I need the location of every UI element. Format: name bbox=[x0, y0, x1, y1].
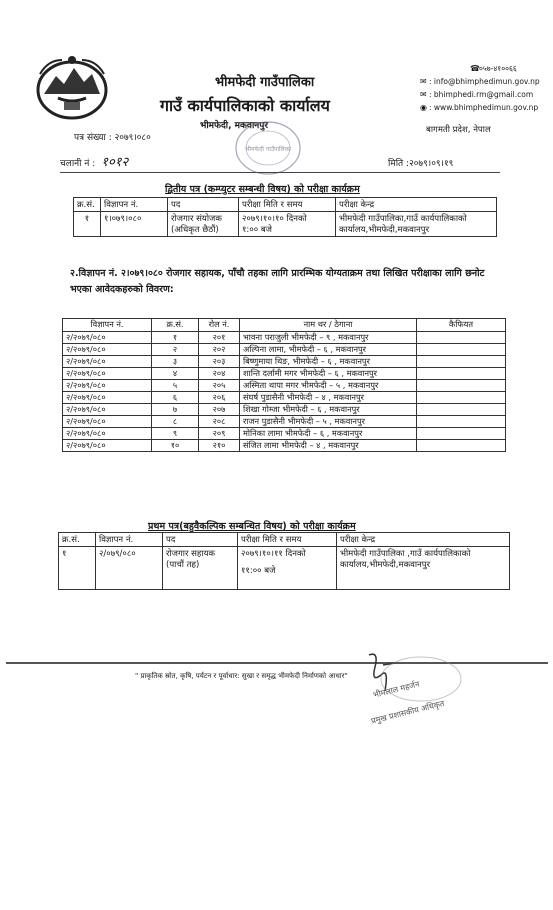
date-text: मिति :२०७९।०९।१९ bbox=[388, 159, 454, 169]
officer-name: भीमलाल महर्जन bbox=[372, 679, 421, 700]
post-line2: (अधिकृत छैठौं) bbox=[171, 225, 219, 235]
cell-roll: २०६ bbox=[199, 392, 240, 404]
cell-name: मोनिका लामा भीमफेदी – ६ , मकवानपुर bbox=[240, 428, 417, 440]
nepal-emblem-icon bbox=[34, 54, 110, 120]
cell-ad: १।०७९।०८० bbox=[101, 212, 168, 237]
cell-remark bbox=[417, 440, 506, 452]
cell-roll: २१० bbox=[199, 440, 240, 452]
col-ad: विज्ञापन नं. bbox=[101, 198, 168, 212]
cell-date bbox=[238, 547, 337, 590]
cell-ad: २/२०७९/०८० bbox=[63, 368, 152, 380]
patra-sankhya: पत्र संख्या : २०७९।०८० bbox=[74, 133, 151, 143]
section1-table bbox=[73, 197, 497, 237]
cell-ad: २/२०७९/०८० bbox=[63, 416, 152, 428]
section3-table bbox=[58, 532, 510, 590]
center-line1: भीमफेदी गाउँपालिका,गाउँ कार्यपालिकाको bbox=[339, 214, 467, 224]
cell-sn: १ bbox=[152, 332, 199, 344]
cell-roll: २०३ bbox=[199, 356, 240, 368]
table-row bbox=[63, 440, 506, 452]
cell-roll: २०७ bbox=[199, 404, 240, 416]
phone-number: ०५७-४१००६६ bbox=[479, 64, 517, 73]
email-2[interactable]: bhimphedi.rm@gmail.com bbox=[433, 90, 534, 99]
cell-sn: १ bbox=[59, 547, 96, 590]
cell-roll: २०१ bbox=[199, 332, 240, 344]
col-date: परीक्षा मिति र समय bbox=[239, 198, 336, 212]
cell-sn: २ bbox=[152, 344, 199, 356]
cell-sn: ८ bbox=[152, 416, 199, 428]
section3-title: प्रथम पत्र(बहुवैकल्पिक सम्बन्धित विषय) को परीक्षा कार्यक्रम bbox=[148, 521, 356, 532]
svg-text:भीमफेदी गाउँपालिका: भीमफेदी गाउँपालिका bbox=[245, 146, 291, 153]
table-header-row bbox=[59, 533, 510, 547]
cell-sn: ३ bbox=[152, 356, 199, 368]
table-row bbox=[63, 356, 506, 368]
table-row bbox=[59, 547, 510, 590]
cell-roll: २०९ bbox=[199, 428, 240, 440]
date-line2: १:०० बजे bbox=[242, 225, 272, 235]
cell-remark bbox=[417, 428, 506, 440]
officer-title: प्रमुख प्रशासकीय अधिकृत bbox=[370, 698, 446, 726]
table-row bbox=[63, 428, 506, 440]
cell-roll: २०२ bbox=[199, 344, 240, 356]
applicants-table bbox=[62, 318, 506, 452]
cell-sn: ६ bbox=[152, 392, 199, 404]
col-sn: क्र.सं. bbox=[59, 533, 96, 547]
cell-ad: २/२०७९/०८० bbox=[63, 392, 152, 404]
cell-remark bbox=[417, 344, 506, 356]
cell-ad: २/२०७९/०८० bbox=[63, 428, 152, 440]
cell-remark bbox=[417, 416, 506, 428]
cell-ad: २/२०७९/०८० bbox=[63, 404, 152, 416]
cell-name: राजन पुडासैनी भीमफेदी – ५ , मकवानपुर bbox=[240, 416, 417, 428]
cell-remark bbox=[417, 392, 506, 404]
contact-block: ☎०५७-४१००६६ ✉ : info@bhimphedimun.gov.np ✉ : bhimphedi.rm@gmail.com ◉ : www.bhimphedimun.gov.np bbox=[420, 64, 540, 112]
office-stamp bbox=[232, 118, 304, 178]
cell-ad: २/२०७९/०८० bbox=[63, 332, 152, 344]
municipality-name: भीमफेदी गाउँपालिका bbox=[215, 75, 315, 90]
table-row bbox=[63, 332, 506, 344]
cell-post bbox=[163, 547, 238, 590]
cell-remark bbox=[417, 356, 506, 368]
table-row bbox=[63, 404, 506, 416]
cell-roll: २०८ bbox=[199, 416, 240, 428]
cell-sn: १० bbox=[152, 440, 199, 452]
cell-post bbox=[168, 212, 239, 237]
table-row bbox=[63, 344, 506, 356]
col-sn: क्र.सं. bbox=[74, 198, 101, 212]
cell-name: शान्ति दर्लामी मगर भीमफेदी – ६ , मकवानपुर bbox=[240, 368, 417, 380]
date-line1: २०७९।१०।१० दिनको bbox=[242, 214, 307, 224]
col-post: पद bbox=[163, 533, 238, 547]
col-ad: विज्ञापन नं. bbox=[96, 533, 163, 547]
email-1[interactable]: info@bhimphedimun.gov.np bbox=[433, 77, 540, 86]
chalani-label: चलानी नं : bbox=[60, 159, 96, 169]
cell-name: संघर्ष पुडासैनी भीमफेदी – ४ , मकवानपुर bbox=[240, 392, 417, 404]
col-roll: रोल नं. bbox=[199, 319, 240, 332]
center-line2: कार्यालय,भीमफेदी,मकवानपुर bbox=[339, 225, 430, 235]
col-center: परीक्षा केन्द्र bbox=[336, 198, 497, 212]
cell-remark bbox=[417, 404, 506, 416]
cell-ad: २/२०७९/०८० bbox=[63, 440, 152, 452]
email-icon: ✉ bbox=[420, 90, 427, 99]
cell-sn: ७ bbox=[152, 404, 199, 416]
cell-center bbox=[336, 212, 497, 237]
table-row bbox=[63, 416, 506, 428]
section1-title: द्वितीय पत्र (कम्प्युटर सम्बन्धी विषय) को परीक्षा कार्यक्रम bbox=[165, 184, 360, 195]
cell-sn: ९ bbox=[152, 428, 199, 440]
col-date: परीक्षा मिति र समय bbox=[238, 533, 337, 547]
col-center: परीक्षा केन्द्र bbox=[337, 533, 510, 547]
col-name: नाम थर / ठेगाना bbox=[240, 319, 417, 332]
post-line1: रोजगार संयोजक bbox=[171, 214, 222, 224]
post-line1: रोजगार सहायक bbox=[166, 549, 216, 559]
phone-icon: ☎ bbox=[470, 64, 480, 73]
cell-ad: २/२०७९/०८० bbox=[63, 344, 152, 356]
website-link[interactable]: www.bhimphedimun.gov.np bbox=[433, 103, 539, 112]
col-sn: क्र.सं. bbox=[152, 319, 199, 332]
chalani-value: १०१२ bbox=[101, 155, 129, 170]
post-line2: (पाचौं तह) bbox=[166, 560, 200, 570]
footer-motto: " प्राकृतिक स्रोत, कृषि, पर्यटन र पूर्वाधार: सुखा र समृद्ध भीमफेदी निर्माणको आधार" bbox=[135, 672, 348, 680]
table-header-row bbox=[63, 319, 506, 332]
cell-sn: ४ bbox=[152, 368, 199, 380]
col-ad: विज्ञापन नं. bbox=[63, 319, 152, 332]
footer-divider bbox=[6, 662, 548, 664]
cell-roll: २०५ bbox=[199, 380, 240, 392]
cell-ad: २/०७९/०८० bbox=[96, 547, 163, 590]
center-line2: कार्यालय,भीमफेदी,मकवानपुर bbox=[340, 560, 431, 570]
cell-name: शिखा गोम्जा भीमफेदी – ६ , मकवानपुर bbox=[240, 404, 417, 416]
applicant-rows bbox=[63, 332, 506, 452]
cell-name: भावना पराजुली भीमफेदी – ९ , मकवानपुर bbox=[240, 332, 417, 344]
cell-center bbox=[337, 547, 510, 590]
globe-icon: ◉ bbox=[420, 103, 427, 112]
cell-roll: २०४ bbox=[199, 368, 240, 380]
table-row bbox=[63, 368, 506, 380]
section2-title: २.विज्ञापन नं. २।०७९।०८० रोजगार सहायक, पाँचौ तहका लागि प्रारम्भिक योग्यताक्रम तथा लिखित परीक्षाका लागि छनोट भएका आवेदकहरुको विवरण: bbox=[70, 268, 485, 295]
header-divider bbox=[60, 172, 500, 173]
email-icon: ✉ bbox=[420, 77, 427, 86]
province-text: बागमती प्रदेश, नेपाल bbox=[426, 125, 491, 135]
cell-ad: २/२०७९/०८० bbox=[63, 356, 152, 368]
office-address: भीमफेदी, मकवानपुर bbox=[200, 121, 269, 131]
cell-sn: ५ bbox=[152, 380, 199, 392]
cell-name: अस्मिता थापा मगर भीमफेदी – ५ , मकवानपुर bbox=[240, 380, 417, 392]
cell-ad: २/२०७९/०८० bbox=[63, 380, 152, 392]
cell-date bbox=[239, 212, 336, 237]
cell-name: संजित लामा भीमफेदी – ४ , मकवानपुर bbox=[240, 440, 417, 452]
office-name: गाउँ कार्यपालिकाको कार्यालय bbox=[160, 96, 330, 115]
date-line2: ११:०० बजे bbox=[241, 566, 276, 576]
table-row bbox=[74, 212, 497, 237]
cell-remark bbox=[417, 368, 506, 380]
table-row bbox=[63, 392, 506, 404]
cell-remark bbox=[417, 380, 506, 392]
cell-name: बिष्णुमाया थिङ, भीमफेदी – ६ , मकवानपुर bbox=[240, 356, 417, 368]
cell-name: अल्पिना लामा, भीमफेदी – ६ , मकवानपुर bbox=[240, 344, 417, 356]
col-remark: कैफियत bbox=[417, 319, 506, 332]
date-line1: २०७९।१०।११ दिनको bbox=[241, 549, 306, 559]
cell-remark bbox=[417, 332, 506, 344]
col-post: पद bbox=[168, 198, 239, 212]
table-row bbox=[63, 380, 506, 392]
table-header-row bbox=[74, 198, 497, 212]
chalani-number bbox=[60, 152, 128, 170]
center-line1: भीमफेदी गाउँपालिका ,गाउँ कार्यपालिकाको bbox=[340, 549, 471, 559]
cell-sn: १ bbox=[74, 212, 101, 237]
